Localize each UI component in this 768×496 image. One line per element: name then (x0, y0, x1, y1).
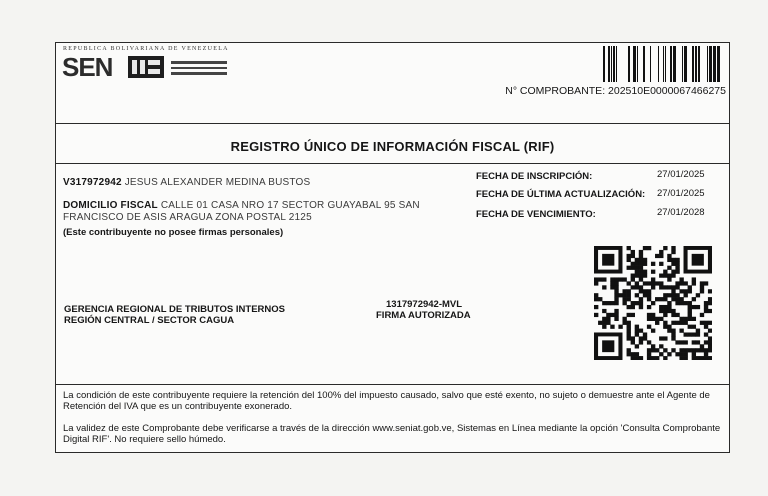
taxpayer-name: JESUS ALEXANDER MEDINA BUSTOS (124, 177, 311, 188)
office-line-2: REGIÓN CENTRAL / SECTOR CAGUA (64, 315, 235, 326)
logo-bar-2 (171, 67, 227, 69)
signature-code: 1317972942-MVL (386, 299, 463, 310)
vencimiento-label: FECHA DE VENCIMIENTO: (476, 209, 596, 220)
office-line-1: GERENCIA REGIONAL DE TRIBUTOS INTERNOS (64, 304, 285, 315)
domicile-line-2: FRANCISCO DE ASIS ARAGUA ZONA POSTAL 2125 (63, 212, 312, 223)
signature-label: FIRMA AUTORIZADA (376, 310, 471, 321)
actualizacion-label: FECHA DE ÚLTIMA ACTUALIZACIÓN: (476, 189, 646, 200)
rif-certificate (55, 42, 730, 453)
domicile-line-1 (63, 200, 420, 211)
taxpayer-rif: V317972942 (63, 177, 122, 188)
logo-bar-3 (171, 72, 227, 75)
comprobante-value: 202510E0000067466275 (608, 85, 726, 97)
domicile-label: DOMICILIO FISCAL (63, 200, 158, 211)
signature-note: (Este contribuyente no posee firmas personales) (63, 227, 284, 238)
divider-title (56, 163, 729, 164)
actualizacion-value: 27/01/2025 (657, 188, 705, 199)
logo-bar-1 (171, 61, 227, 64)
vencimiento-value: 27/01/2028 (657, 207, 705, 218)
page-title: REGISTRO ÚNICO DE INFORMACIÓN FISCAL (RIF) (230, 139, 555, 154)
seniat-logo: SEN (62, 52, 113, 82)
domicile-value-1: CALLE 01 CASA NRO 17 SECTOR GUAYABAL 95 SAN (160, 200, 420, 211)
divider-footer (56, 384, 729, 385)
seniat-seal-icon (128, 56, 164, 78)
comprobante-number (505, 85, 726, 97)
qr-code-icon (594, 246, 712, 365)
comprobante-label: N° COMPROBANTE: (505, 85, 606, 97)
taxpayer-line (63, 177, 310, 188)
barcode-icon (603, 46, 725, 87)
inscripcion-label: FECHA DE INSCRIPCIÓN: (476, 171, 593, 182)
divider-top (56, 123, 729, 124)
validity-note: La validez de este Comprobante debe verificarse a través de la dirección www.seniat.gob.ve, Sistemas en Línea mediante la opción 'Consulta Comprobante Digital RIF'. No requiere sello húmedo. (63, 423, 721, 445)
inscripcion-value: 27/01/2025 (657, 169, 705, 180)
republic-label: REPUBLICA BOLIVARIANA DE VENEZUELA (63, 46, 229, 52)
retention-note: La condición de este contribuyente requiere la retención del 100% del impuesto causado, salvo que esté exento, no sujeto o demuestre ante el Agente de Retención del IVA que es un contribuyente exonerado. (63, 390, 710, 412)
